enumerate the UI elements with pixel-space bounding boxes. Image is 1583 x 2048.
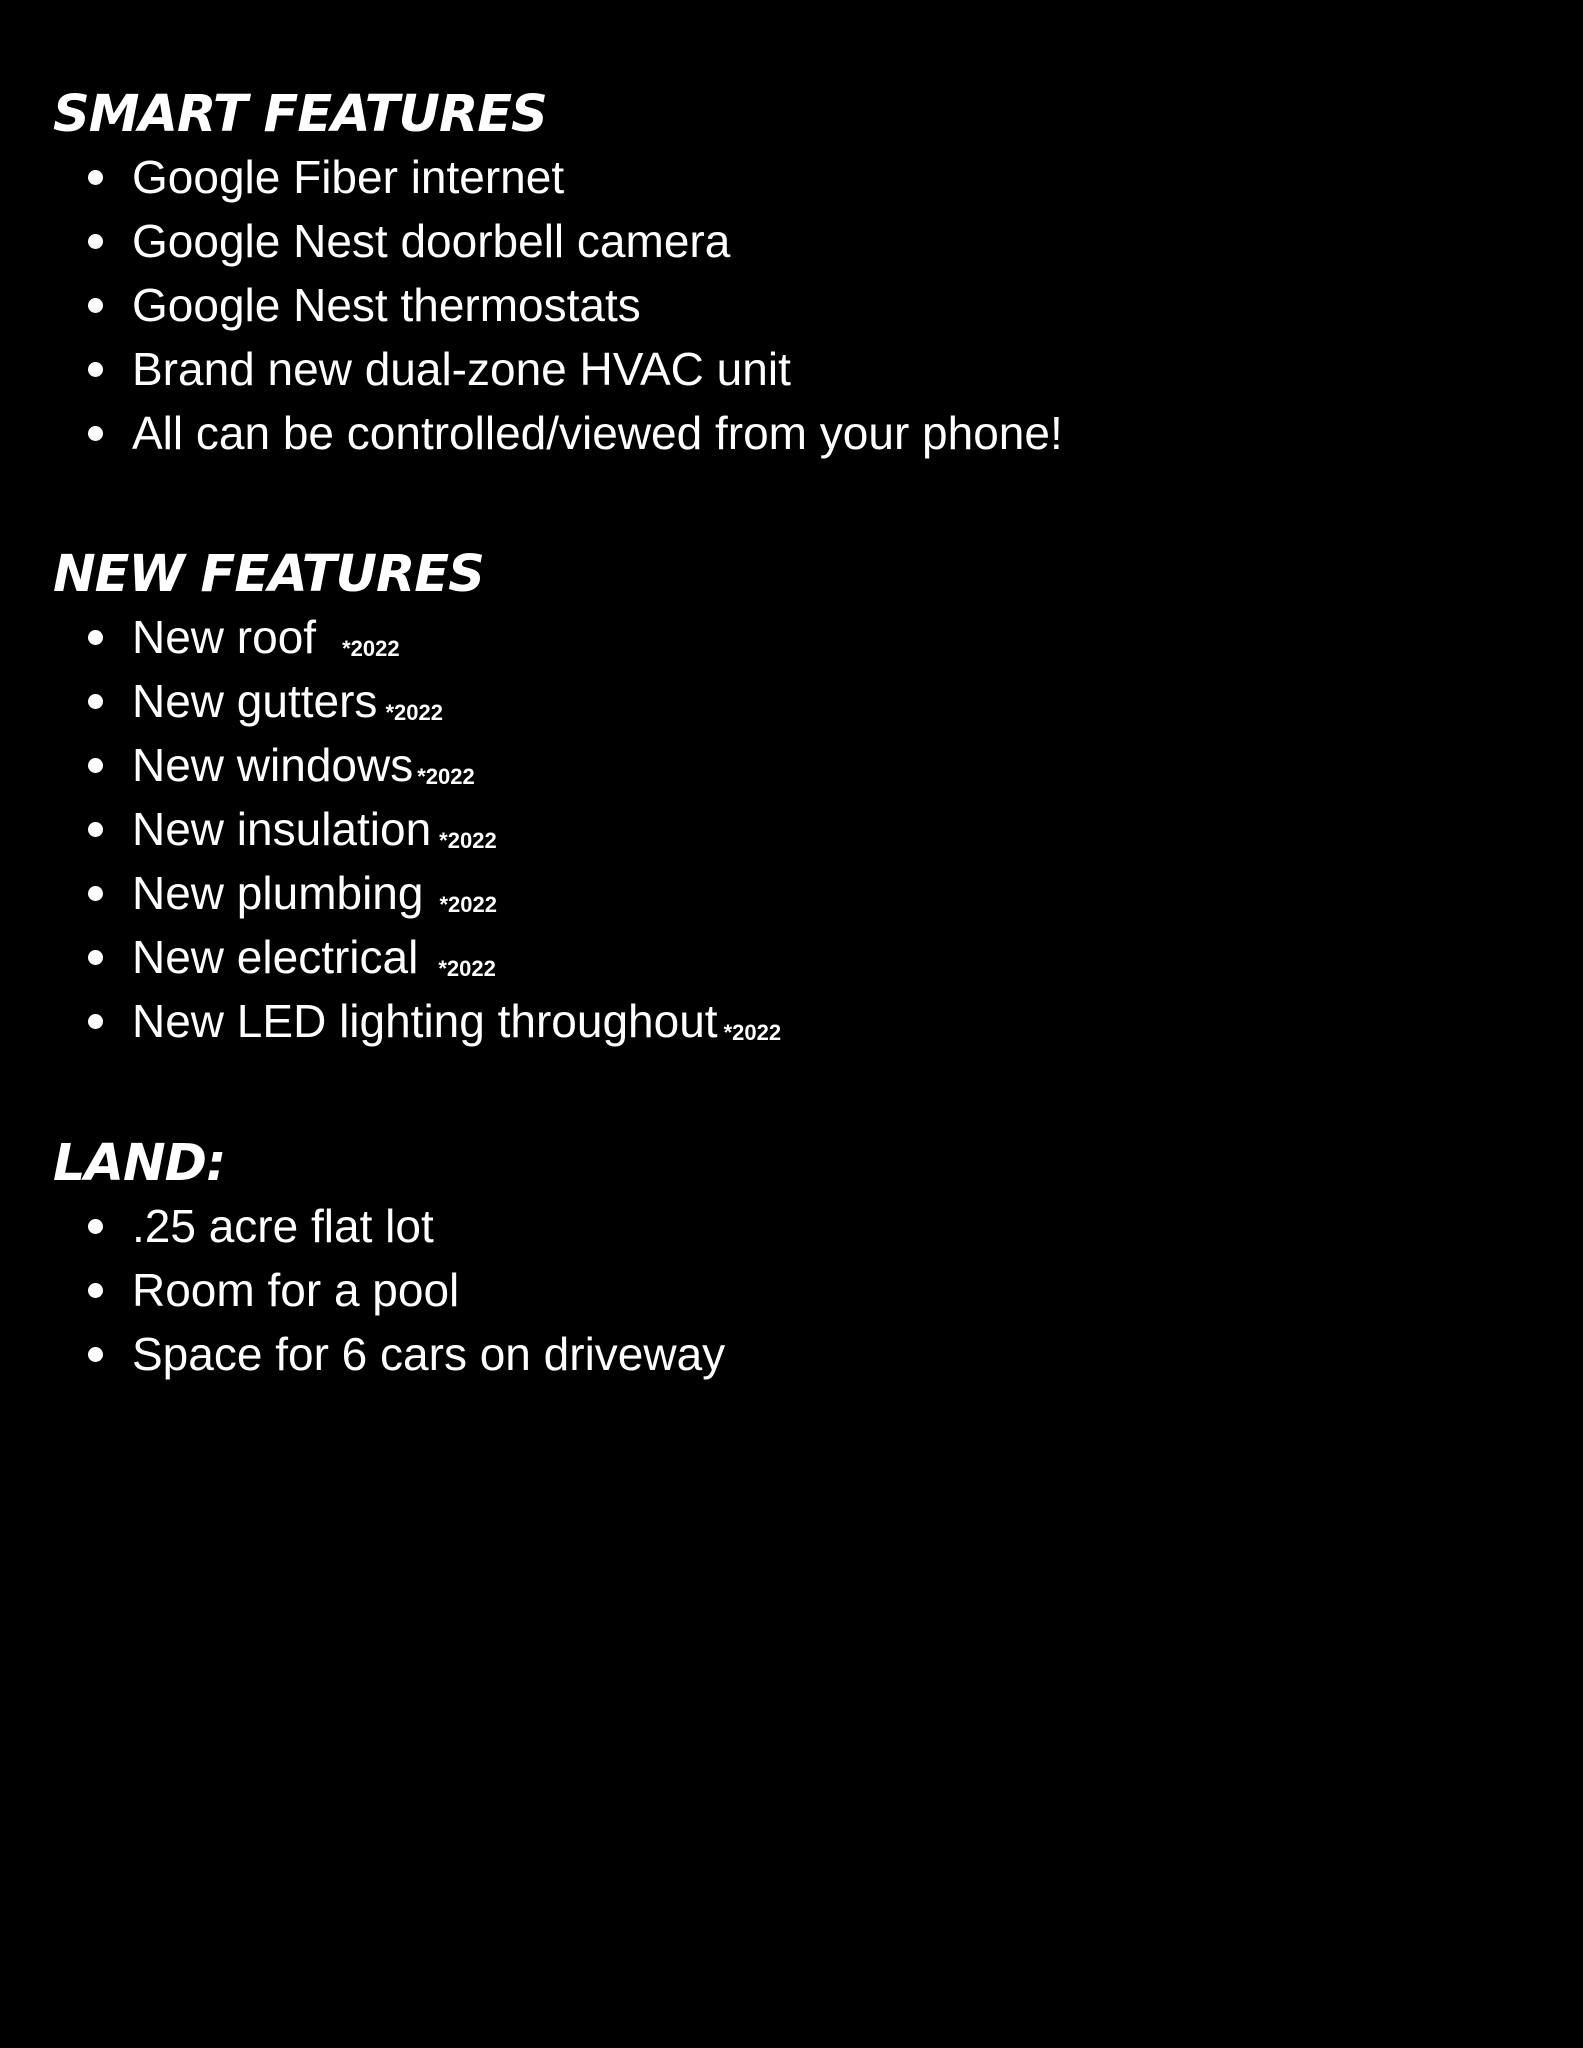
list-item [53,145,1533,209]
smart-features-list [53,145,1533,465]
section-title-new-features: NEW FEATURES [53,545,484,604]
list-item [53,797,1533,861]
bullet-icon [88,822,103,837]
list-item-text: Google Nest thermostats [132,279,641,331]
bullet-icon [88,362,103,377]
list-item-text: All can be controlled/viewed from your phone! [132,407,1063,459]
list-item-text: Google Fiber internet [132,151,565,203]
year-note: *2022 [438,956,496,981]
bullet-icon [88,234,103,249]
list-item [53,1258,1533,1322]
list-item [53,989,1533,1053]
new-features-section [53,545,1533,1053]
list-item [53,209,1533,273]
bullet-icon [88,298,103,313]
list-item [53,401,1533,465]
list-item-text: New gutters [132,675,378,727]
list-item-text: New electrical [132,931,419,983]
list-item-text: .25 acre flat lot [132,1200,434,1252]
year-note: *2022 [385,700,443,725]
list-item-text: New windows [132,739,414,791]
list-item-text: Space for 6 cars on driveway [132,1328,726,1380]
new-features-list [53,605,1533,1053]
list-item-text: New LED lighting throughout [132,995,718,1047]
list-item [53,733,1533,797]
bullet-icon [88,426,103,441]
bullet-icon [88,758,103,773]
year-note: *2022 [439,892,497,917]
bullet-icon [88,1283,103,1298]
year-note: *2022 [439,828,497,853]
smart-features-section [53,85,1533,465]
list-item [53,669,1533,733]
list-item [53,861,1533,925]
list-item [53,337,1533,401]
list-item-text: New roof [132,611,317,663]
list-item [53,925,1533,989]
land-section [53,1134,1533,1386]
bullet-icon [88,170,103,185]
bullet-icon [88,1347,103,1362]
list-item [53,605,1533,669]
list-item-text: Google Nest doorbell camera [132,215,731,267]
list-item-text: New plumbing [132,867,424,919]
year-note: *2022 [417,764,475,789]
bullet-icon [88,886,103,901]
bullet-icon [88,1219,103,1234]
list-item-text: Room for a pool [132,1264,460,1316]
list-item [53,1194,1533,1258]
year-note: *2022 [723,1020,782,1045]
bullet-icon [88,694,103,709]
year-note: *2022 [342,636,400,661]
land-list [53,1194,1533,1386]
section-title-land: LAND: [53,1134,226,1193]
list-item-text: Brand new dual-zone HVAC unit [132,343,791,395]
bullet-icon [88,630,103,645]
bullet-icon [88,950,103,965]
list-item [53,273,1533,337]
section-title-smart-features: SMART FEATURES [53,85,547,144]
bullet-icon [88,1014,103,1029]
list-item [53,1322,1533,1386]
list-item-text: New insulation [132,803,432,855]
